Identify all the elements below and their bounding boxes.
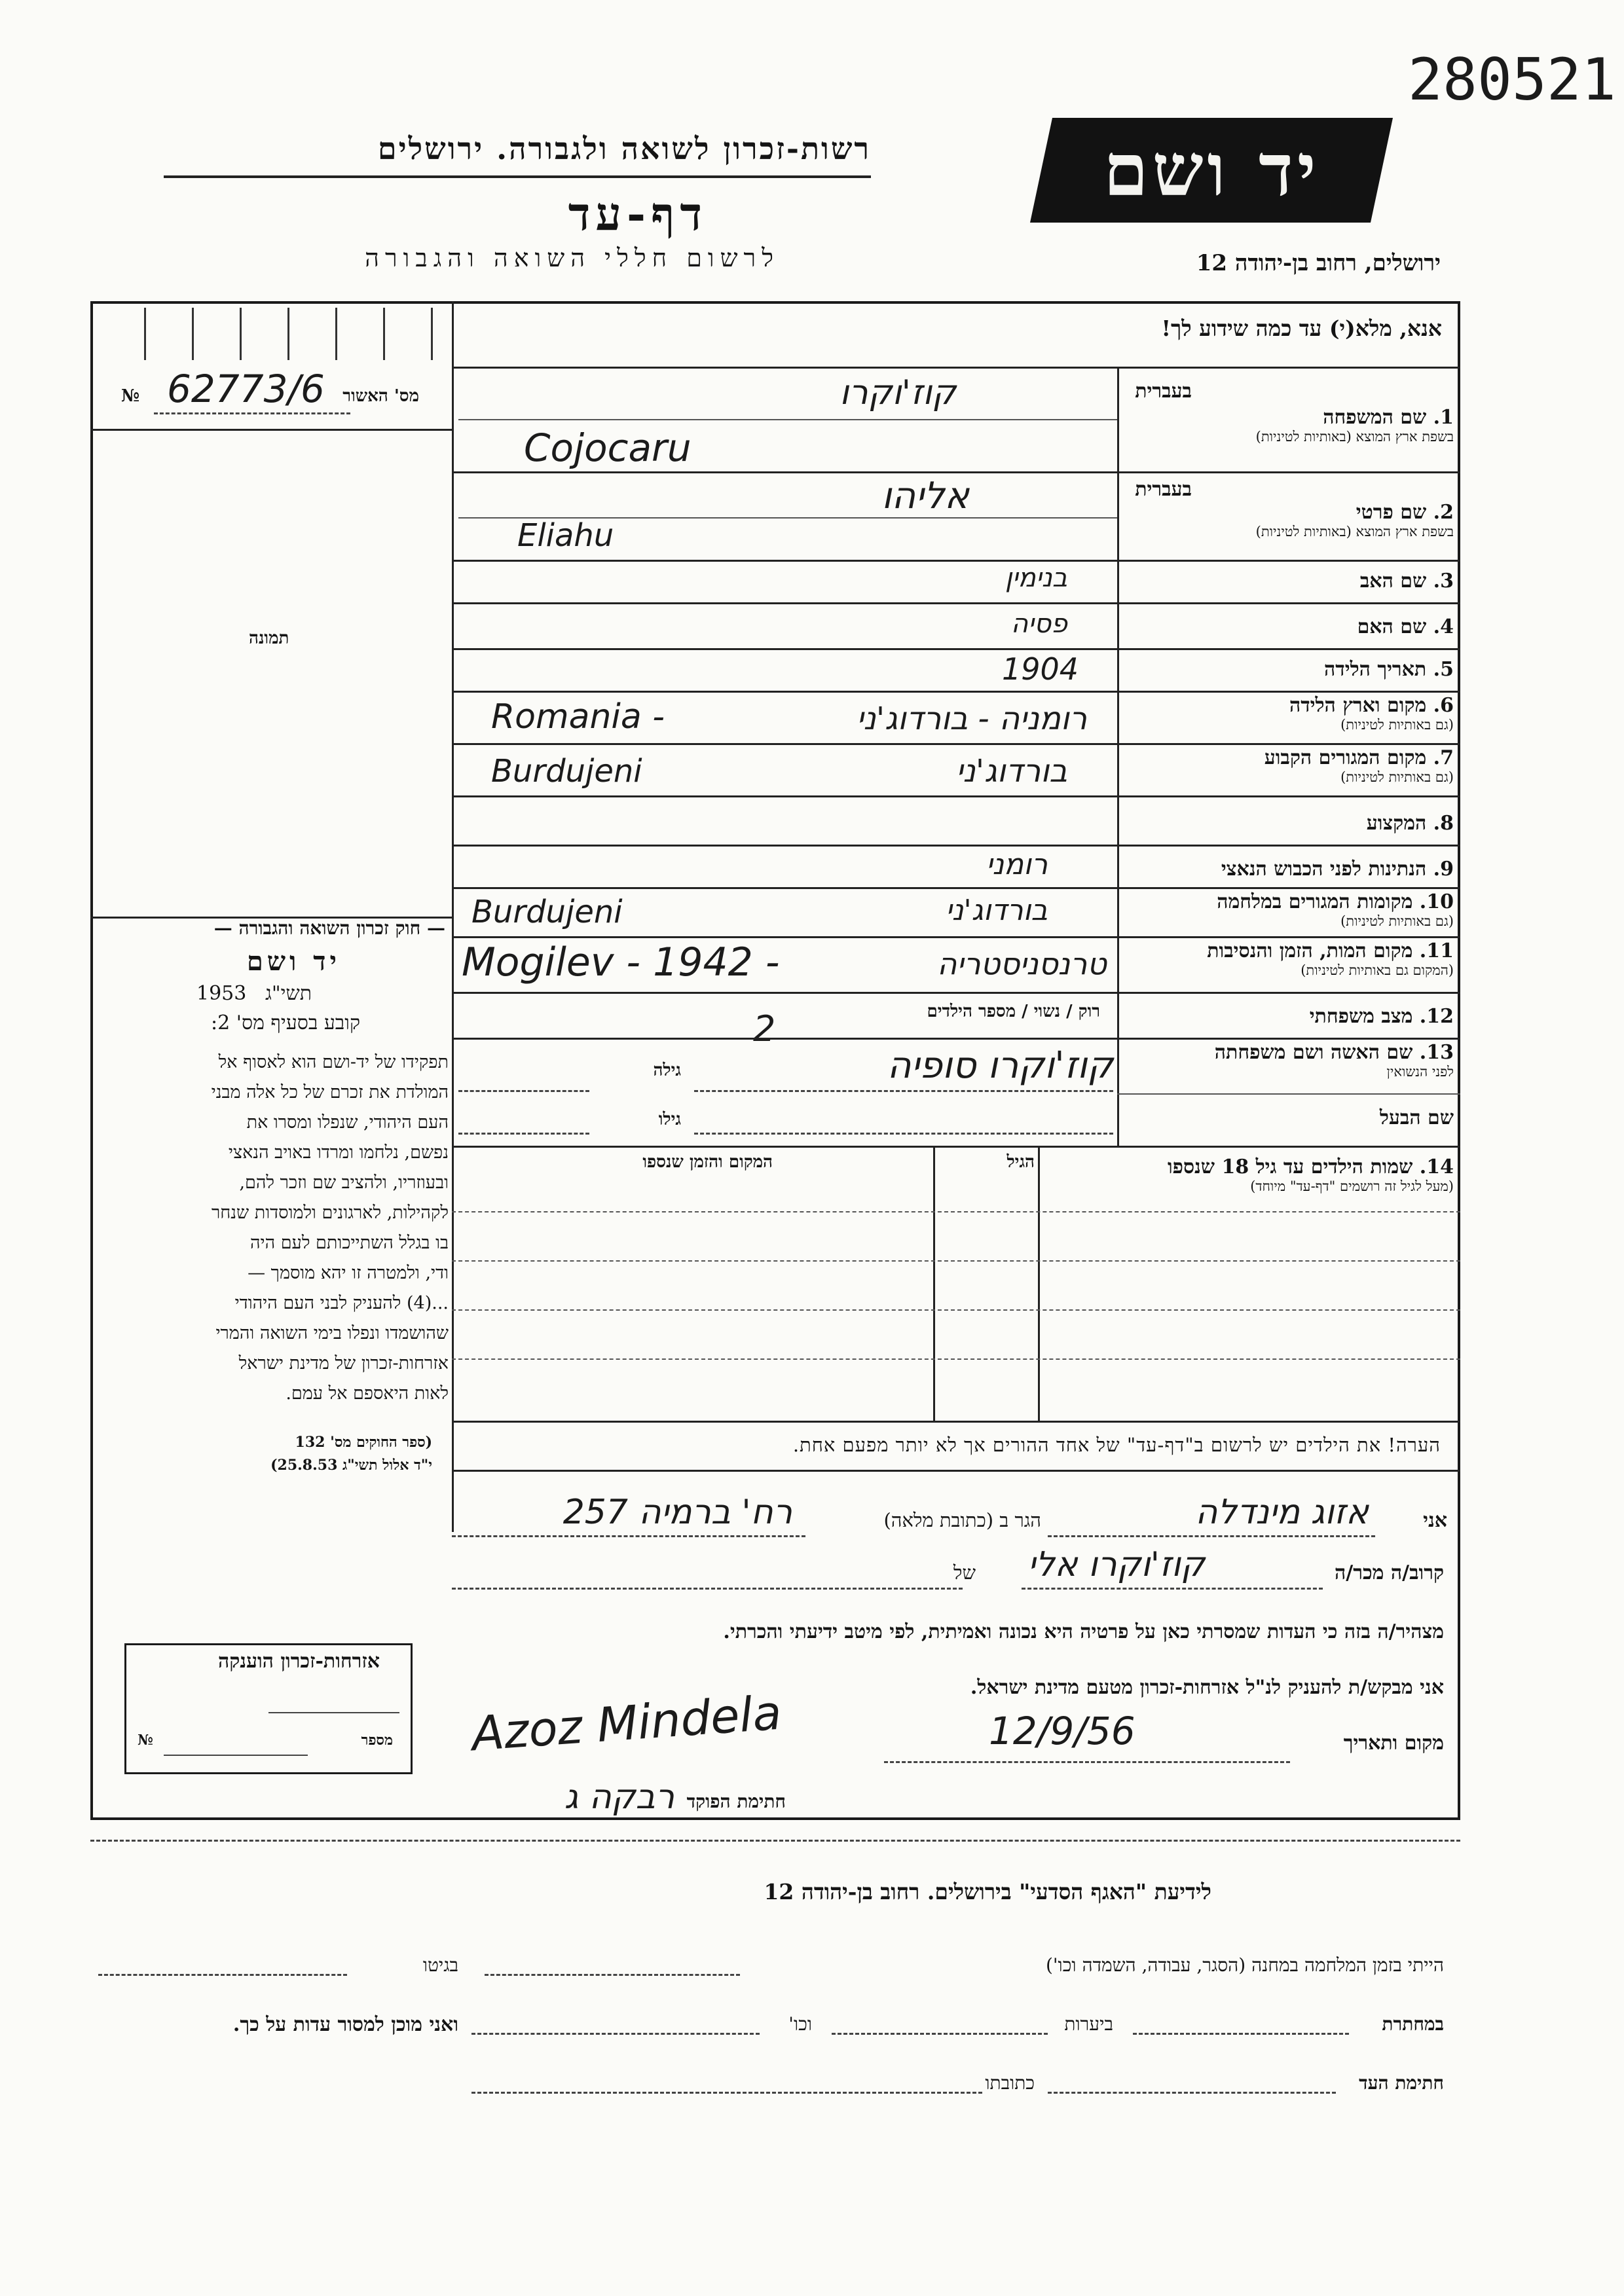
footer-line2-field-3 bbox=[471, 2033, 760, 2035]
registration-label: מס' האשור bbox=[342, 386, 419, 406]
field-1-hebrew-value: קוז'וקרו bbox=[840, 373, 956, 412]
field-12-label: 12. מצב משפחתי bbox=[1309, 1005, 1454, 1028]
declaration-relative-value: קוז'וקרו אלי bbox=[1027, 1545, 1205, 1584]
declaration-of-label: של bbox=[953, 1561, 976, 1584]
field-12-options: רוק / נשוי / מספר הילדים bbox=[927, 1002, 1100, 1021]
footer-line2-a: במחתרת bbox=[1382, 2013, 1444, 2035]
field-2-sub: בשפת ארץ המוצא (באותיות לטיניות) bbox=[1255, 524, 1454, 539]
footer-line3-field-2 bbox=[471, 2092, 982, 2094]
law-body bbox=[95, 1048, 449, 1409]
field-6-latin-value: Romania - bbox=[491, 697, 665, 737]
husband-line bbox=[694, 1133, 1113, 1135]
photo-label: תמונה bbox=[249, 629, 289, 648]
field-4-label: 4. שם האם bbox=[1357, 615, 1454, 638]
sidebar-tick-strip bbox=[98, 308, 445, 360]
law-clause: קובע בסעיף מס' 2: bbox=[211, 1011, 360, 1034]
declaration-i-line bbox=[1048, 1535, 1375, 1537]
field-2-label bbox=[1126, 501, 1454, 540]
footer-line3-a: חתימת העד bbox=[1359, 2072, 1444, 2094]
law-source-1: (ספר החוקים מס' 132 bbox=[295, 1434, 432, 1451]
law-year-row bbox=[196, 982, 312, 1005]
logo bbox=[1030, 118, 1393, 223]
footer-line2-c: וכו' bbox=[788, 2013, 812, 2035]
declaration-of-line bbox=[452, 1588, 963, 1590]
field-1-sub: בשפת ארץ המוצא (באותיות לטיניות) bbox=[1255, 429, 1454, 445]
field-3-divider bbox=[452, 602, 1460, 604]
law-line: העם היהודי, שנפלו ומסרו את bbox=[246, 1112, 449, 1133]
children-row-4 bbox=[452, 1358, 1460, 1360]
field-1-divider bbox=[452, 471, 1460, 473]
sidebar-divider bbox=[452, 301, 454, 1532]
law-line: המולדת את זכרם של כל אלה מבני bbox=[211, 1082, 449, 1102]
footer-line3-b: כתובתו bbox=[985, 2072, 1035, 2094]
field-2-title: 2. שם פרטי bbox=[1356, 501, 1454, 524]
children-row-2 bbox=[452, 1260, 1460, 1262]
field-9-label: 9. הנתינות לפני הכבוש הנאצי bbox=[1221, 858, 1454, 881]
declaration-address-line bbox=[452, 1535, 805, 1537]
field-2-hebrew-value: אליהו bbox=[881, 475, 969, 517]
field-11-divider bbox=[452, 992, 1460, 994]
children-place-header: המקום והזמן שנספו bbox=[642, 1152, 773, 1172]
field-9-value: רומני bbox=[986, 848, 1048, 881]
witness-signature: Azoz Mindela bbox=[470, 1685, 784, 1762]
law-line: לאות היאספם אל עמם. bbox=[286, 1383, 449, 1404]
declaration-relative-line bbox=[1022, 1588, 1323, 1590]
law-source-2: י"ד אלול תשי"ג 25.8.53) bbox=[270, 1457, 432, 1474]
field-13-title: 13. שם האשה ושם משפחתה bbox=[1214, 1041, 1454, 1064]
remark-divider bbox=[452, 1470, 1460, 1472]
field-12-divider bbox=[452, 1038, 1460, 1040]
registration-value: 62773/6 bbox=[167, 367, 325, 411]
children-col-divider-2 bbox=[933, 1146, 935, 1421]
field-14-label bbox=[1048, 1156, 1454, 1195]
field-11-title: 11. מקום המות, הזמן והנסיבות bbox=[1207, 939, 1454, 962]
declaration-address-value: רח' ברמיה 257 bbox=[563, 1493, 792, 1532]
authority-name: רשות-זכרון לשואה ולגבורה. ירושלים bbox=[377, 131, 871, 166]
field-7-divider bbox=[452, 795, 1460, 797]
children-age-header: הגיל bbox=[1006, 1152, 1035, 1172]
law-line: לקהילות, לארגונים ולמוסדות שנחר bbox=[212, 1203, 449, 1223]
law-line: תפקידו של יד-ושם הוא לאסוף אל bbox=[218, 1052, 449, 1072]
official-signature: רבקה ג bbox=[564, 1777, 674, 1817]
citizenship-no-abbrev: № bbox=[138, 1732, 153, 1749]
registration-divider bbox=[90, 429, 452, 431]
field-10-title: 10. מקומות המגורים במלחמה bbox=[1217, 890, 1454, 913]
field-10-hebrew-value: בורדוג'ני bbox=[946, 894, 1048, 927]
field-13-age-label: גילה bbox=[653, 1061, 681, 1080]
law-line: ...(4) להעניק לבני העם היהודי bbox=[234, 1293, 449, 1313]
form-subtitle: לרשום חללי השואה והגבורה bbox=[365, 244, 779, 272]
declaration-statement-2: אני מבקש/ת להעניק לנ"ל אזרחות-זכרון מטעם מדינת ישראל. bbox=[970, 1676, 1444, 1699]
field-7-hebrew-value: בורדוג'ני bbox=[955, 753, 1067, 790]
labels-divider bbox=[1117, 367, 1119, 1146]
footer-line2-b: ביערות bbox=[1064, 2013, 1113, 2035]
official-label: חתימת הפוקד bbox=[686, 1791, 786, 1812]
field-7-title: 7. מקום המגורים הקבוע bbox=[1264, 746, 1454, 769]
field-1-label bbox=[1126, 406, 1454, 445]
field-13-line bbox=[694, 1090, 1113, 1092]
footer-line2-d: ואני מוכן למסור עדות על כך. bbox=[232, 2013, 458, 2036]
instructions-line bbox=[452, 367, 1460, 369]
field-5-value: 1904 bbox=[1002, 651, 1079, 687]
law-year-hebrew: תשי"ג bbox=[265, 982, 312, 1005]
field-3-value: בנימין bbox=[1005, 563, 1067, 593]
field-11-label bbox=[1126, 939, 1454, 979]
field-4-value: פסיה bbox=[1010, 609, 1067, 639]
field-7-label bbox=[1126, 746, 1454, 786]
in-hebrew-label-2: בעברית bbox=[1135, 478, 1192, 501]
place-date-label: מקום ותאריך bbox=[1343, 1732, 1444, 1755]
footer-line2-field-1 bbox=[1133, 2033, 1349, 2035]
field-10-divider bbox=[452, 936, 1460, 938]
authority-underline bbox=[164, 175, 871, 178]
field-11-latin-value: Mogilev - 1942 - bbox=[462, 939, 780, 985]
field-6-hebrew-value: רומניה - בורדוג'ני bbox=[856, 701, 1087, 737]
registration-line bbox=[154, 412, 350, 414]
footer-line3-field-1 bbox=[1048, 2092, 1336, 2094]
law-year: 1953 bbox=[196, 982, 247, 1005]
declaration-i-value: אזוג מינדלה bbox=[1195, 1493, 1369, 1532]
field-12-value: 2 bbox=[753, 1008, 776, 1049]
footer-line2-field-2 bbox=[832, 2033, 1048, 2035]
husband-age-label: גילו bbox=[658, 1110, 681, 1129]
declaration-i-label: אני bbox=[1423, 1509, 1447, 1532]
field-9-divider bbox=[452, 887, 1460, 889]
place-date-line bbox=[884, 1761, 1290, 1763]
field-1-title: 1. שם המשפחה bbox=[1323, 406, 1454, 429]
field-1-hebrew-line bbox=[458, 419, 1117, 420]
field-13-value: קוז'וקרו סופיה bbox=[887, 1044, 1113, 1087]
children-row-1 bbox=[452, 1211, 1460, 1212]
field-10-label bbox=[1126, 890, 1454, 930]
law-line: נפשם, נלחמו ומרדו באויב הנאצי bbox=[228, 1142, 449, 1163]
remark: הערה! את הילדים יש לרשום ב"דף-עד" של אחד ההורים אך לא יותר מפעם אחת. bbox=[792, 1434, 1441, 1456]
field-11-hebrew-value: טרנסניסטריה bbox=[937, 946, 1107, 981]
children-bottom bbox=[452, 1421, 1460, 1423]
field-10-latin-value: Burdujeni bbox=[471, 894, 623, 930]
citizenship-line-1 bbox=[268, 1712, 399, 1713]
field-2-divider bbox=[452, 560, 1460, 562]
field-13-sub: לפני הנשואין bbox=[1386, 1064, 1454, 1080]
field-7-latin-value: Burdujeni bbox=[491, 753, 642, 790]
citizenship-title: אזרחות-זכרון הוענקה bbox=[217, 1650, 380, 1673]
footer-line1-field bbox=[485, 1974, 740, 1976]
children-row-3 bbox=[452, 1309, 1460, 1311]
field-6-label bbox=[1126, 694, 1454, 733]
footer-separator bbox=[90, 1840, 1460, 1842]
law-line: בו בגלל השתייכותם לעם היה bbox=[249, 1233, 449, 1253]
field-6-sub: (גם באותיות לטיניות) bbox=[1340, 717, 1454, 733]
footer-line1-field-2 bbox=[98, 1974, 347, 1976]
law-title: — חוק זכרון השואה והגבורה — bbox=[213, 917, 445, 939]
law-line: ודי, ולמטרה זו יהא מוסמך — bbox=[248, 1263, 449, 1283]
field-10-sub: (גם באותיות לטיניות) bbox=[1340, 913, 1454, 929]
field-13-label bbox=[1126, 1041, 1454, 1080]
citizenship-line-2 bbox=[164, 1755, 308, 1756]
field-11-sub: (המקום גם באותיות לטיניות) bbox=[1301, 962, 1454, 978]
field-4-divider bbox=[452, 648, 1460, 650]
children-col-divider-1 bbox=[1038, 1146, 1040, 1421]
footer-title: לידיעת "האגף הסדעי" בירושלים. רחוב בן-יהודה 12 bbox=[764, 1879, 1211, 1904]
in-hebrew-label-1: בעברית bbox=[1135, 380, 1192, 403]
field-8-label: 8. המקצוע bbox=[1366, 812, 1454, 835]
field-13-divider bbox=[1117, 1093, 1460, 1095]
archive-number: 280521 bbox=[1408, 46, 1616, 113]
field-13-bottom-divider bbox=[452, 1146, 1460, 1148]
field-6-divider bbox=[452, 743, 1460, 745]
declaration-resides-label: הגר ב (כתובת מלאה) bbox=[883, 1509, 1041, 1531]
instructions: אנא, מלא(י) עד כמה שידוע לך! bbox=[1161, 316, 1442, 341]
field-1-latin-value: Cojocaru bbox=[524, 426, 692, 470]
field-5-label: 5. תאריך הלידה bbox=[1324, 658, 1454, 681]
field-3-label: 3. שם האב bbox=[1359, 570, 1454, 592]
law-line: שהושמדו ונפלו בימי השואה והמרי bbox=[215, 1323, 449, 1343]
field-6-title: 6. מקום וארץ הלידה bbox=[1289, 694, 1454, 717]
form-title: דף-עד bbox=[568, 187, 707, 241]
address: ירושלים, רחוב בן-יהודה 12 bbox=[1196, 250, 1441, 276]
field-13-age-line bbox=[458, 1090, 589, 1092]
field-14-sub: (מעל לגיל זה רושמים "דף-עד" מיוחד) bbox=[1250, 1178, 1454, 1194]
registration-no-abbrev: № bbox=[121, 386, 140, 406]
law-line: ובעוזריו, ולהציב שם וזכר להם, bbox=[239, 1173, 449, 1193]
date-value: 12/9/56 bbox=[989, 1709, 1135, 1753]
footer-line1-b: בגיטו bbox=[422, 1954, 458, 1976]
declaration-relative-label: קרוב/ה מכר/ה bbox=[1335, 1561, 1444, 1584]
husband-age-line bbox=[458, 1133, 589, 1135]
field-5-divider bbox=[452, 691, 1460, 693]
field-8-divider bbox=[452, 845, 1460, 847]
law-name: יד ושם bbox=[246, 946, 341, 977]
logo-text: יד ושם bbox=[1103, 128, 1320, 212]
field-7-sub: (גם באותיות לטיניות) bbox=[1340, 769, 1454, 785]
field-14-title: 14. שמות הילדים עד גיל 18 שנספו bbox=[1167, 1156, 1454, 1178]
declaration-statement-1: מצהיר/ה בזה כי העדות שמסרתי כאן על פרטיה היא נכונה ואמיתית, לפי מיטב ידיעתי והכרתי. bbox=[723, 1620, 1444, 1643]
footer-line1-a: הייתי בזמן המלחמה במחנה (הסגר, עבודה, השמדה וכו') bbox=[1045, 1954, 1444, 1976]
citizenship-number-label: מספר bbox=[361, 1732, 393, 1749]
field-2-latin-value: Eliahu bbox=[517, 517, 614, 554]
law-line: אזרחות-זכרון של מדינת ישראל bbox=[238, 1353, 449, 1374]
husband-label: שם הבעל bbox=[1379, 1106, 1454, 1129]
